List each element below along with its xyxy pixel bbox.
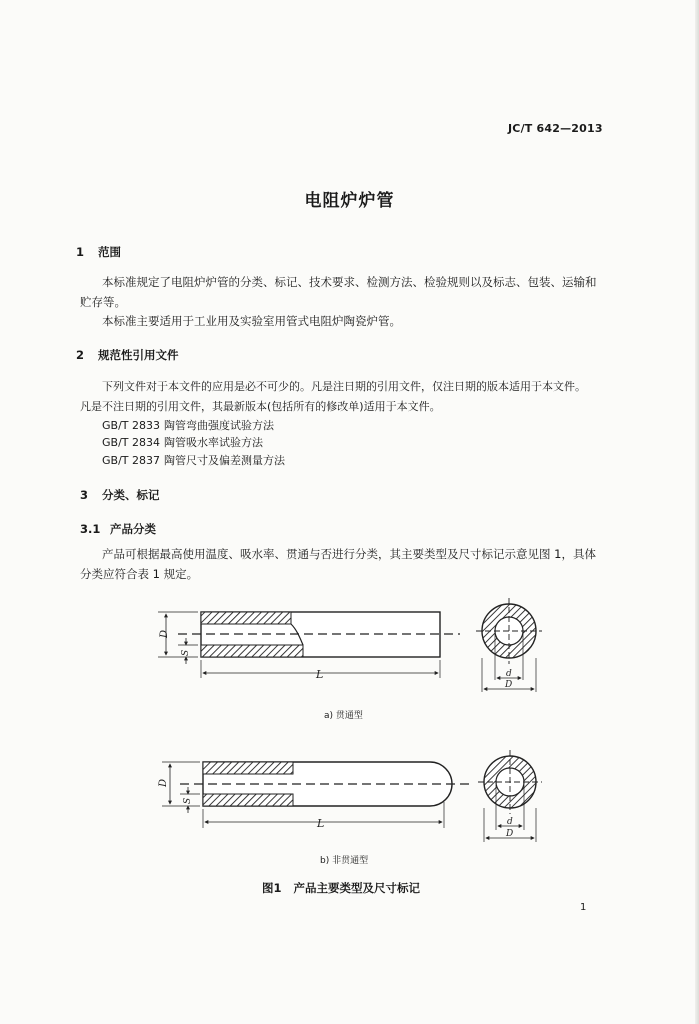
dim-label-outer-diameter: D: [159, 629, 170, 638]
dim-label-inner-diameter: d: [507, 817, 513, 827]
dim-label-outer-diameter: D: [506, 829, 514, 839]
dim-label-wall-thickness: S: [181, 649, 191, 656]
paragraph-line: 产品可根据最高使用温度、吸水率、贯通与否进行分类，其主要类型及尺寸标记示意见图 1，具体: [102, 547, 596, 561]
document-title: 电阻炉炉管: [304, 191, 395, 211]
section-3-heading: [80, 487, 160, 503]
reference-title: 陶管吸水率试验方法: [164, 436, 263, 449]
dim-label-inner-diameter: d: [506, 669, 512, 679]
paragraph-line: 本标准规定了电阻炉炉管的分类、标记、技术要求、检测方法、检验规则以及标志、包装、运输和: [102, 275, 597, 289]
dim-label-outer-diameter: D: [505, 680, 513, 690]
reference-title: 陶管尺寸及偏差测量方法: [164, 454, 285, 467]
subsection-3-1-heading: [80, 521, 156, 537]
subsection-number: 3.1: [80, 522, 101, 536]
reference-code: GB/T 2837: [102, 454, 160, 467]
reference-item: [102, 452, 285, 468]
section-2-heading: [76, 347, 179, 363]
section-number: 3: [80, 488, 89, 502]
reference-code: GB/T 2833: [102, 419, 160, 432]
tube-through-type-section: [158, 612, 460, 681]
dim-label-outer-diameter: D: [158, 778, 169, 787]
dim-label-wall-thickness: S: [183, 797, 193, 804]
tube-through-type-cross-section: [476, 598, 542, 692]
reference-item: [102, 417, 274, 433]
figure-caption-b: b) 非贯通型: [320, 856, 369, 866]
section-number: 1: [76, 245, 85, 259]
section-title: 范围: [98, 245, 121, 259]
section-title: 规范性引用文件: [98, 348, 179, 362]
tube-closed-type-section: [158, 762, 470, 830]
dim-label-length: L: [316, 668, 324, 681]
reference-title: 陶管弯曲强度试验方法: [164, 419, 274, 432]
section-1-heading: [76, 244, 121, 260]
tube-closed-type-cross-section: [478, 750, 542, 842]
paragraph-line: 凡是不注日期的引用文件，其最新版本(包括所有的修改单)适用于本文件。: [80, 400, 441, 413]
section-title: 分类、标记: [102, 488, 160, 502]
figure-title: 图1 产品主要类型及尺寸标记: [262, 881, 421, 895]
paragraph-line: 本标准主要适用于工业用及实验室用管式电阻炉陶瓷炉管。: [102, 314, 401, 328]
figure-1-drawing: [0, 590, 699, 890]
paragraph-line: 分类应符合表 1 规定。: [80, 567, 199, 581]
paragraph-line: 贮存等。: [80, 295, 126, 309]
paragraph-line: 下列文件对于本文件的应用是必不可少的。凡是注日期的引用文件，仅注日期的版本适用于本文件。: [102, 380, 586, 393]
section-number: 2: [76, 348, 85, 362]
subsection-title: 产品分类: [110, 522, 156, 536]
dim-label-length: L: [317, 817, 325, 830]
page-number: 1: [580, 902, 587, 913]
reference-code: GB/T 2834: [102, 436, 160, 449]
reference-item: [102, 434, 263, 450]
standard-number: JC/T 642—2013: [508, 122, 603, 135]
figure-caption-a: a) 贯通型: [324, 711, 363, 721]
